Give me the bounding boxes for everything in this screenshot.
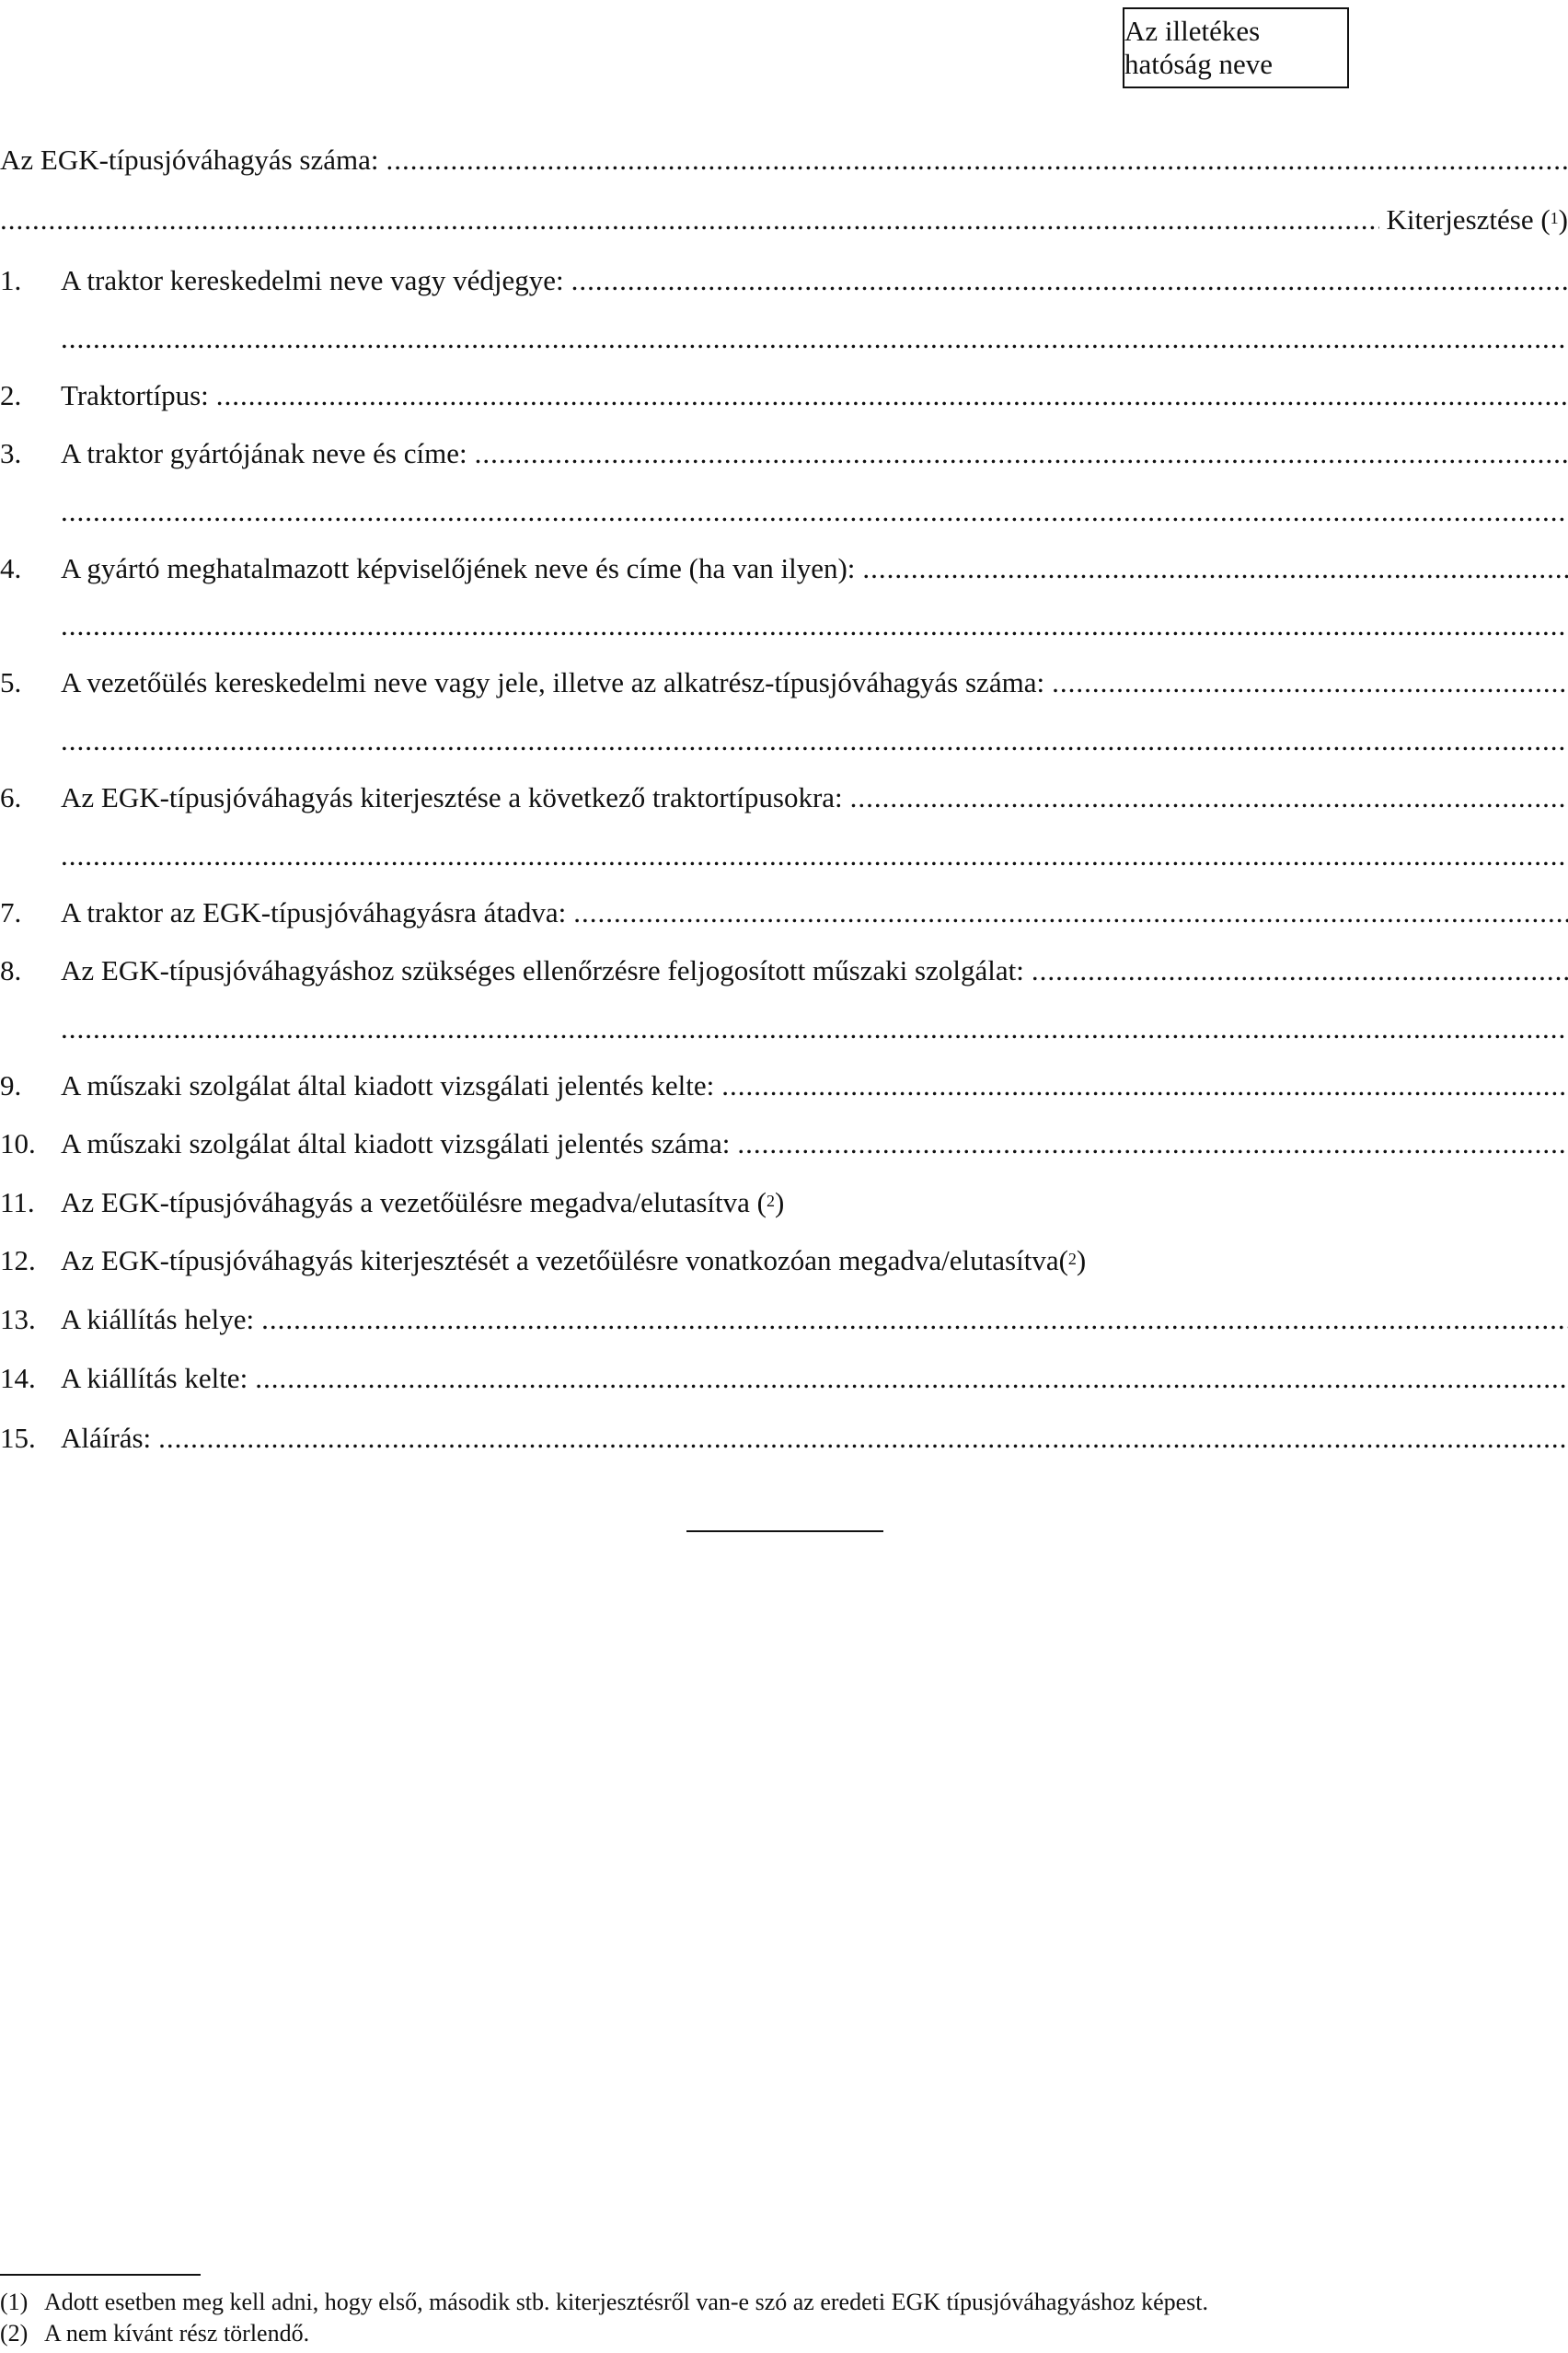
item-field[interactable]	[261, 1301, 1568, 1338]
item-row-15	[0, 1420, 1568, 1457]
item-row-8-continuation	[61, 1010, 1568, 1047]
item-number: 3.	[0, 437, 22, 469]
item-label: A traktor kereskedelmi neve vagy védjegye:	[61, 264, 564, 296]
item-label: A traktor az EGK-típusjóváhagyásra átadva:	[61, 896, 567, 929]
item-row-5-continuation	[61, 722, 1568, 759]
item-field[interactable]	[721, 1067, 1568, 1104]
approval-number-row	[0, 142, 1568, 179]
item-number: 11.	[0, 1186, 35, 1218]
item-number: 15.	[0, 1422, 36, 1454]
item-number: 13.	[0, 1303, 36, 1335]
item-number: 1.	[0, 264, 22, 296]
item-number: 7.	[0, 896, 22, 929]
item-row-8	[0, 952, 1568, 989]
item-row-5	[0, 664, 1568, 701]
item-number: 5.	[0, 666, 22, 698]
item-label: A gyártó meghatalmazott képviselőjének neve és címe (ha van ilyen):	[61, 552, 856, 584]
item-row-11	[0, 1184, 1568, 1221]
footnote-1	[0, 2288, 1208, 2317]
item-number: 10.	[0, 1127, 36, 1159]
item-label: A műszaki szolgálat által kiadott vizsgálati jelentés száma:	[61, 1127, 731, 1159]
section-separator	[686, 1530, 883, 1532]
item-row-1-continuation	[61, 320, 1568, 357]
item-field[interactable]	[216, 377, 1568, 414]
item-row-9	[0, 1067, 1568, 1104]
item-row-3	[0, 435, 1568, 472]
item-number: 8.	[0, 954, 22, 986]
item-row-12	[0, 1242, 1568, 1279]
item-field[interactable]	[573, 894, 1568, 931]
item-row-13	[0, 1301, 1568, 1338]
approval-number-field[interactable]	[386, 142, 1568, 179]
item-label: A kiállítás kelte:	[61, 1362, 248, 1394]
approval-number-label: Az EGK-típusjóváhagyás száma:	[0, 144, 379, 176]
item-row-1	[0, 262, 1568, 299]
item-field[interactable]	[571, 262, 1568, 299]
item-row-10	[0, 1125, 1568, 1162]
signature-field[interactable]	[158, 1420, 1568, 1457]
item-row-3-continuation	[61, 493, 1568, 530]
item-number: 14.	[0, 1362, 36, 1394]
extension-row	[0, 202, 1568, 238]
item-row-4-continuation	[61, 607, 1568, 644]
item-field[interactable]	[1052, 664, 1568, 701]
item-label: Az EGK-típusjóváhagyás kiterjesztése a következő traktortípusokra:	[61, 781, 843, 813]
item-label: Az EGK-típusjóváhagyás kiterjesztését a vezetőülésre vonatkozóan megadva/elutasítva($^2$)	[61, 1244, 1087, 1276]
item-field-continuation[interactable]	[61, 837, 1568, 874]
item-field-continuation[interactable]	[61, 607, 1568, 644]
item-field-continuation[interactable]	[61, 493, 1568, 530]
footnote-text: A nem kívánt rész törlendő.	[44, 2320, 310, 2347]
item-field-continuation[interactable]	[61, 722, 1568, 759]
footnote-2	[0, 2319, 309, 2348]
item-field[interactable]	[862, 550, 1568, 587]
item-row-6	[0, 779, 1568, 816]
item-field[interactable]	[1032, 952, 1568, 989]
item-label: Aláírás:	[61, 1422, 152, 1454]
item-label: A traktor gyártójának neve és címe:	[61, 437, 467, 469]
item-label: Traktortípus:	[61, 379, 209, 411]
footnote-text: Adott esetben meg kell adni, hogy első, második stb. kiterjesztésről van-e szó az eredeti EGK típusjóváhagyáshoz képest.	[44, 2289, 1208, 2315]
item-number: 12.	[0, 1244, 36, 1276]
item-number: 4.	[0, 552, 22, 584]
footnote-ref: (2)	[0, 2320, 29, 2347]
item-field[interactable]	[255, 1360, 1568, 1397]
item-row-2	[0, 377, 1568, 414]
authority-name-box	[1123, 7, 1349, 88]
authority-name-label: Az illetékes hatóság neve	[1124, 15, 1273, 80]
item-number: 6.	[0, 781, 22, 813]
item-number: 2.	[0, 379, 22, 411]
item-row-14	[0, 1360, 1568, 1397]
item-label: A vezetőülés kereskedelmi neve vagy jele, illetve az alkatrész-típusjóváhagyás száma:	[61, 666, 1045, 698]
item-label: A műszaki szolgálat által kiadott vizsgálati jelentés kelte:	[61, 1069, 715, 1102]
extension-label: Kiterjesztése ($^1$)	[1386, 203, 1568, 236]
item-field-continuation[interactable]	[61, 320, 1568, 357]
item-label: A kiállítás helye:	[61, 1303, 255, 1335]
item-row-6-continuation	[61, 837, 1568, 874]
item-row-7	[0, 894, 1568, 931]
item-field[interactable]	[850, 779, 1568, 816]
item-field[interactable]	[737, 1125, 1568, 1162]
item-number: 9.	[0, 1069, 22, 1102]
item-label: Az EGK-típusjóváhagyáshoz szükséges ellenőrzésre feljogosított műszaki szolgálat:	[61, 954, 1024, 986]
item-label: Az EGK-típusjóváhagyás a vezetőülésre megadva/elutasítva ($^2$)	[61, 1186, 785, 1218]
extension-field[interactable]	[0, 202, 1379, 238]
footnote-rule	[0, 2274, 201, 2276]
footnote-ref: (1)	[0, 2289, 29, 2315]
item-field-continuation[interactable]	[61, 1010, 1568, 1047]
item-field[interactable]	[475, 435, 1568, 472]
item-row-4	[0, 550, 1568, 587]
